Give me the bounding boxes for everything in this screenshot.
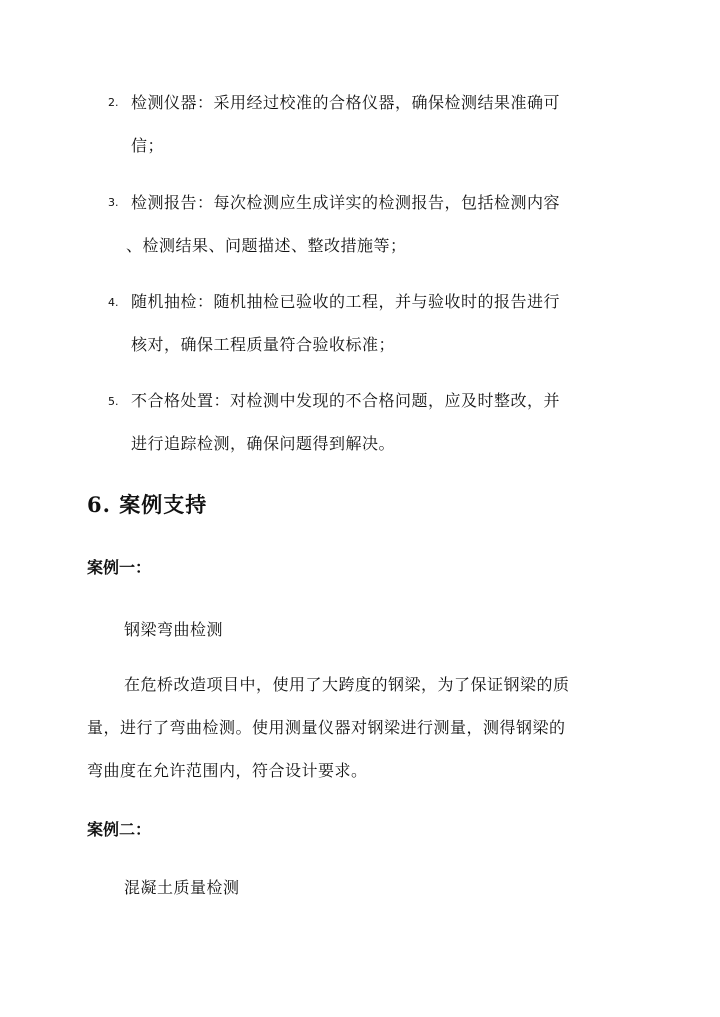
case-subtitle: 钢梁弯曲检测 bbox=[124, 620, 224, 639]
list-text-line: 检测报告：每次检测应生成详实的检测报告，包括检测内容 bbox=[131, 193, 561, 212]
list-number: 4. bbox=[108, 296, 119, 309]
list-number: 5. bbox=[108, 395, 119, 408]
case-subtitle: 混凝土质量检测 bbox=[124, 878, 240, 897]
case-body-line: 量，进行了弯曲检测。使用测量仪器对钢梁进行测量，测得钢梁的 bbox=[87, 718, 566, 737]
case-body-line: 在危桥改造项目中，使用了大跨度的钢梁，为了保证钢梁的质 bbox=[124, 675, 570, 694]
case-heading: 案例一： bbox=[87, 558, 152, 577]
case-body-line: 弯曲度在允许范围内，符合设计要求。 bbox=[87, 761, 368, 780]
list-text-line: 进行追踪检测，确保问题得到解决。 bbox=[131, 434, 396, 453]
section-title: 6. 案例支持 bbox=[87, 492, 208, 517]
list-text-line: 信； bbox=[131, 136, 165, 155]
list-number: 2. bbox=[108, 96, 119, 109]
list-text-line: 核对，确保工程质量符合验收标准； bbox=[131, 335, 396, 354]
case-heading: 案例二： bbox=[87, 820, 152, 839]
list-text-line: 随机抽检：随机抽检已验收的工程，并与验收时的报告进行 bbox=[131, 292, 561, 311]
list-text-line: 检测仪器：采用经过校准的合格仪器，确保检测结果准确可 bbox=[131, 93, 561, 112]
list-number: 3. bbox=[108, 196, 119, 209]
list-text-line: 、检测结果、问题描述、整改措施等； bbox=[126, 236, 407, 255]
list-text-line: 不合格处置：对检测中发现的不合格问题，应及时整改，并 bbox=[131, 391, 561, 410]
